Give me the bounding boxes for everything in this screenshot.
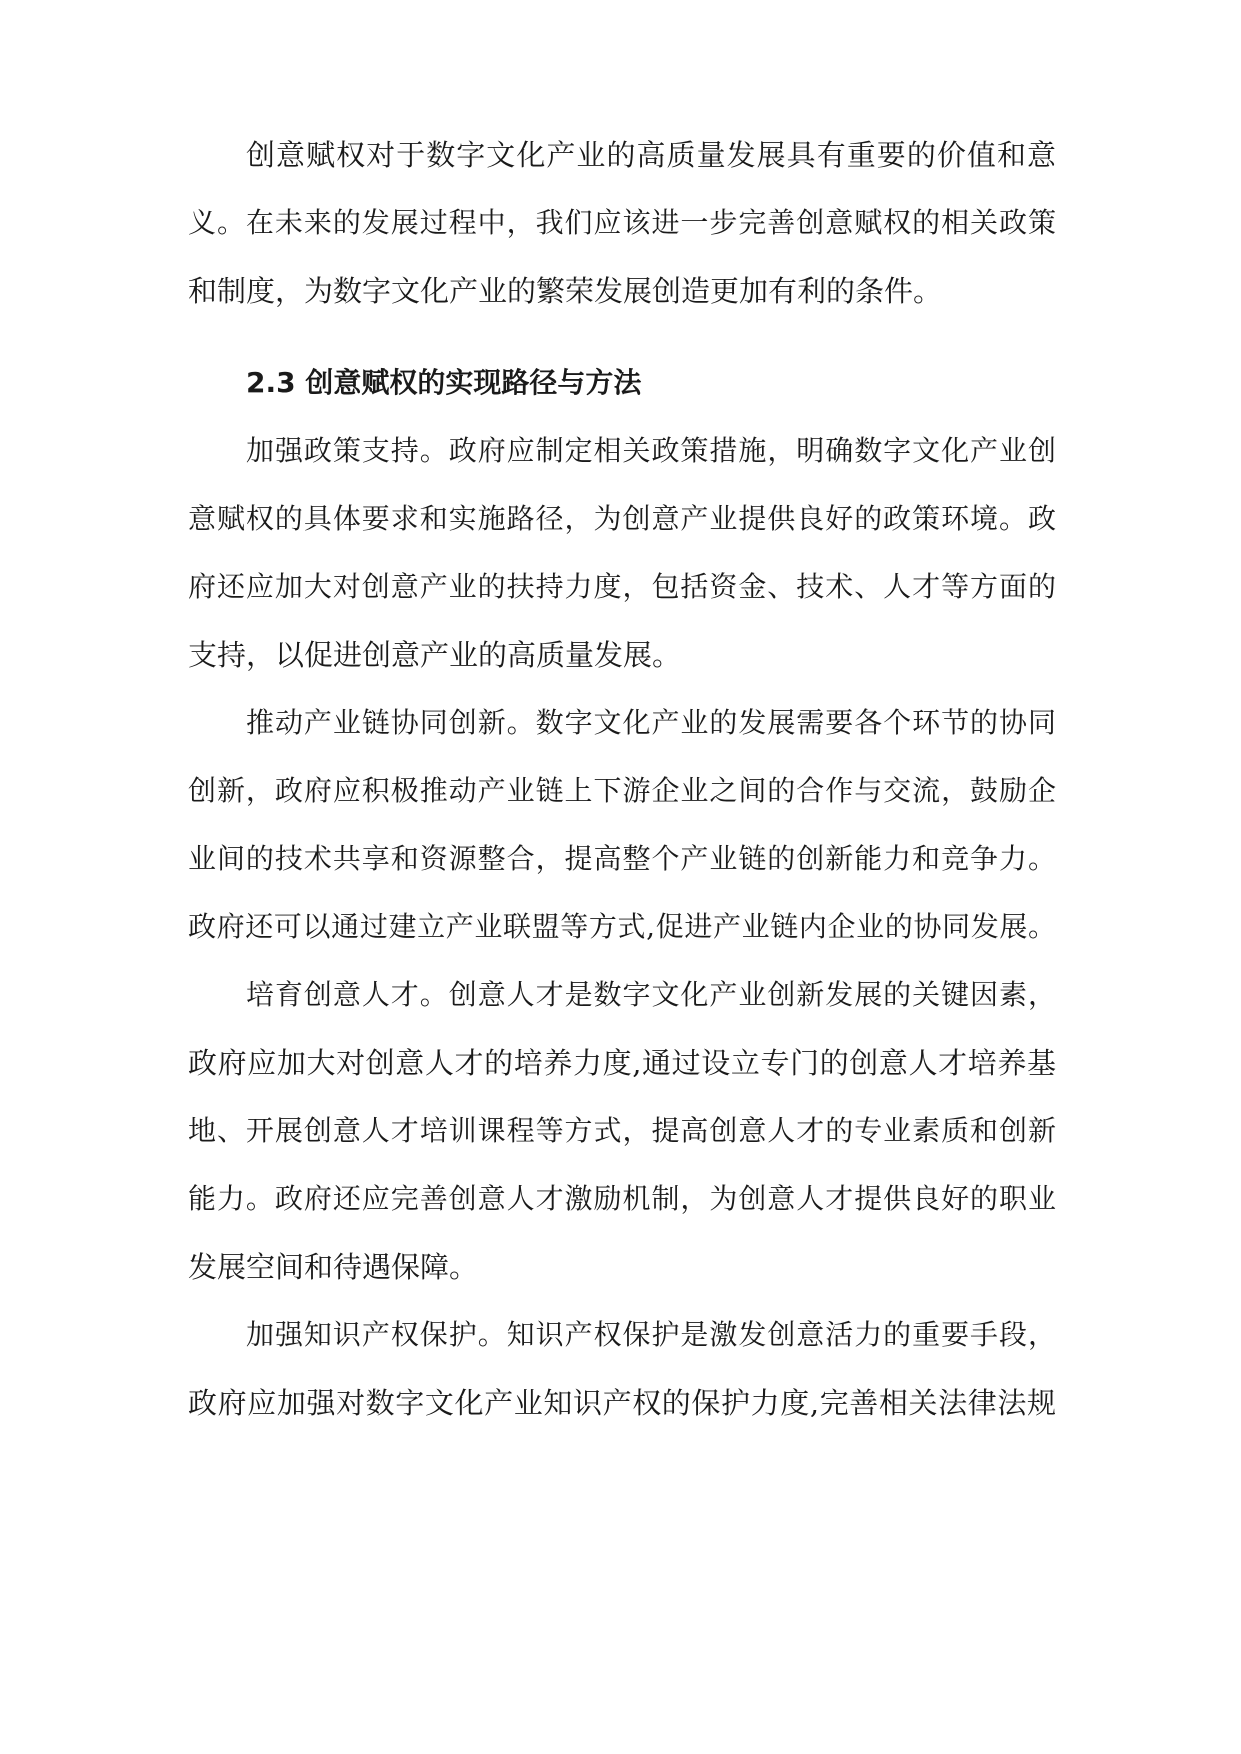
paragraph-2-line-2: 意赋权的具体要求和实施路径，为创意产业提供良好的政策环境。政 — [188, 502, 1056, 535]
paragraph-5-line-1: 加强知识产权保护。知识产权保护是激发创意活力的重要手段， — [246, 1318, 1056, 1351]
paragraph-1-line-2: 义。在未来的发展过程中，我们应该进一步完善创意赋权的相关政策 — [188, 206, 1056, 239]
paragraph-3-line-2: 创新，政府应积极推动产业链上下游企业之间的合作与交流，鼓励企 — [188, 774, 1056, 807]
paragraph-5-line-2: 政府应加强对数字文化产业知识产权的保护力度,完善相关法律法规 — [188, 1386, 1056, 1420]
paragraph-4-line-2: 政府应加大对创意人才的培养力度,通过设立专门的创意人才培养基 — [188, 1046, 1056, 1080]
paragraph-2-line-4: 支持，以促进创意产业的高质量发展。 — [188, 638, 682, 672]
paragraph-3-line-3: 业间的技术共享和资源整合，提高整个产业链的创新能力和竞争力。 — [188, 842, 1056, 875]
paragraph-4-line-5: 发展空间和待遇保障。 — [188, 1250, 479, 1284]
paragraph-4-line-1: 培育创意人才。创意人才是数字文化产业创新发展的关键因素， — [246, 978, 1056, 1011]
paragraph-1-line-1: 创意赋权对于数字文化产业的高质量发展具有重要的价值和意 — [246, 138, 1056, 172]
section-title: 创意赋权的实现路径与方法 — [305, 366, 642, 399]
paragraph-4-line-3: 地、开展创意人才培训课程等方式，提高创意人才的专业素质和创新 — [188, 1114, 1056, 1147]
section-heading — [246, 365, 641, 401]
section-number: 2.3 — [246, 366, 296, 399]
paragraph-1-line-3: 和制度，为数字文化产业的繁荣发展创造更加有利的条件。 — [188, 274, 943, 308]
paragraph-2-line-3: 府还应加大对创意产业的扶持力度，包括资金、技术、人才等方面的 — [188, 570, 1056, 603]
paragraph-2-line-1: 加强政策支持。政府应制定相关政策措施，明确数字文化产业创 — [246, 434, 1056, 467]
paragraph-4-line-4: 能力。政府还应完善创意人才激励机制，为创意人才提供良好的职业 — [188, 1182, 1056, 1215]
paragraph-3-line-4: 政府还可以通过建立产业联盟等方式,促进产业链内企业的协同发展。 — [188, 910, 1056, 943]
paragraph-3-line-1: 推动产业链协同创新。数字文化产业的发展需要各个环节的协同 — [246, 706, 1056, 739]
